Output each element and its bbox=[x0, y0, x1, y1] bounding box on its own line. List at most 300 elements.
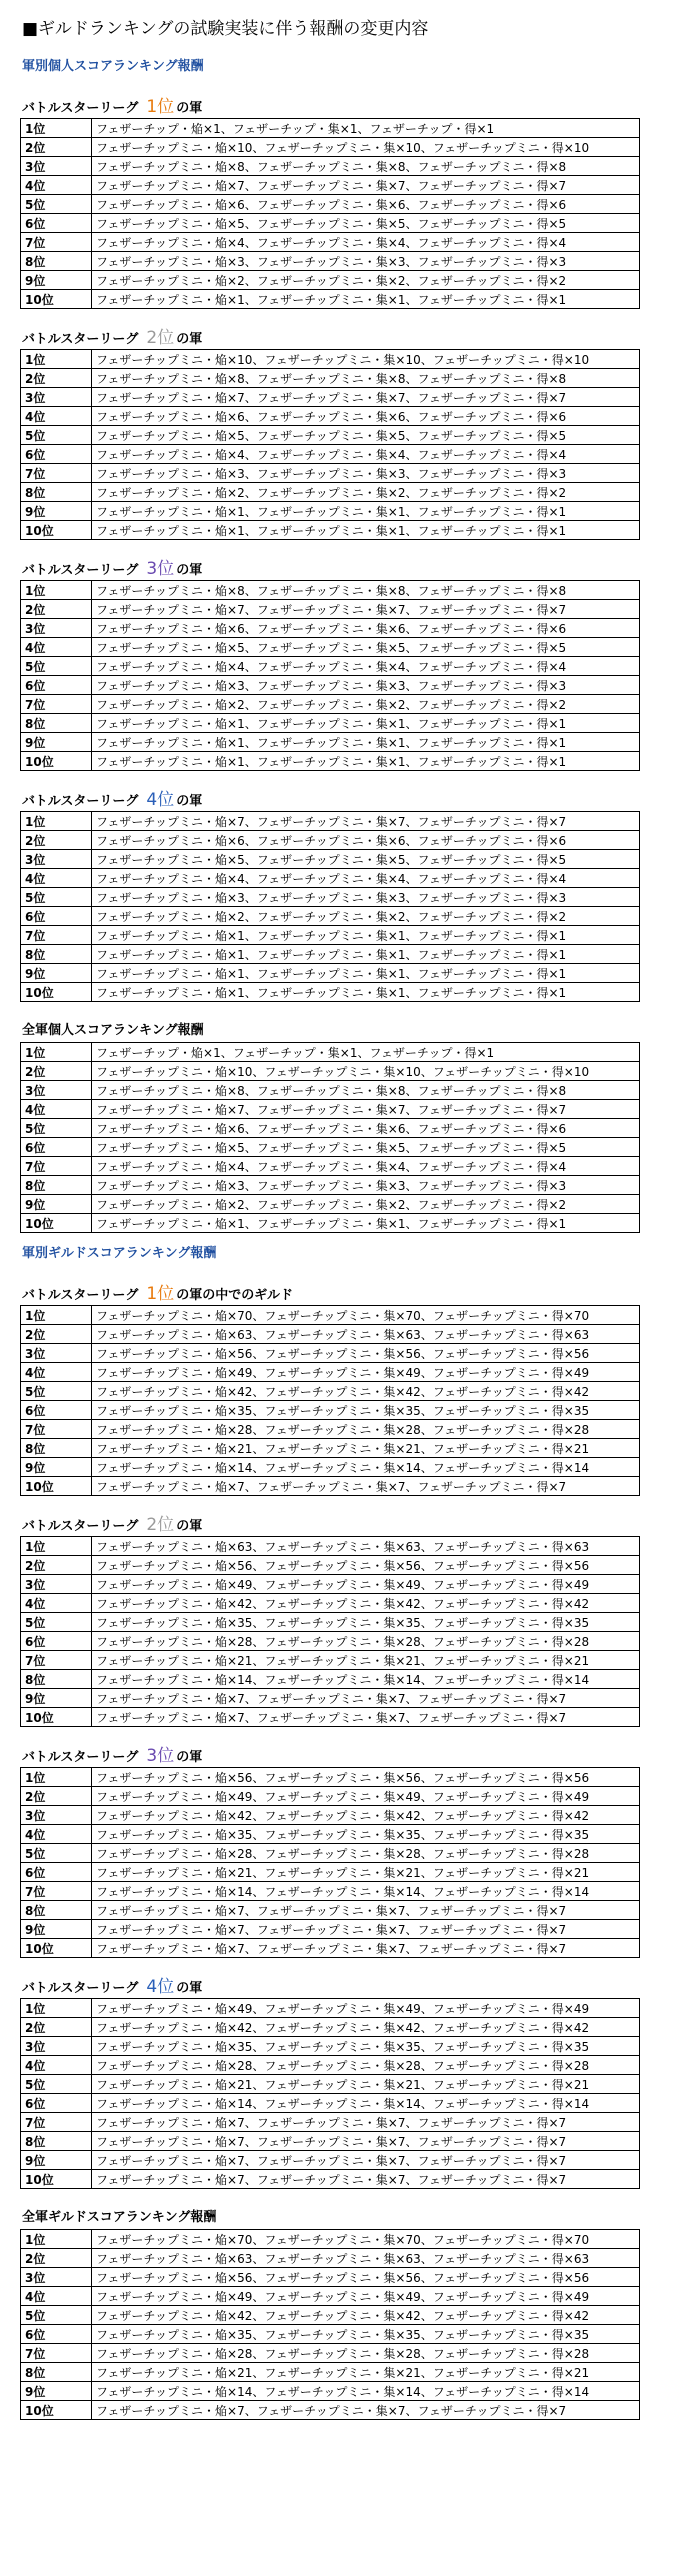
table-row bbox=[21, 1787, 640, 1806]
rank-position-cell: 3位 bbox=[21, 388, 92, 407]
rank-position-cell: 3位 bbox=[21, 2268, 92, 2287]
table-row bbox=[21, 1062, 640, 1081]
rank-position-cell: 10位 bbox=[21, 290, 92, 309]
rank-position-cell: 3位 bbox=[21, 850, 92, 869]
table-row bbox=[21, 1806, 640, 1825]
table-row bbox=[21, 1325, 640, 1344]
table-row bbox=[21, 1420, 640, 1439]
block-title-prefix: バトルスターリーグ bbox=[22, 1750, 139, 1765]
reward-table bbox=[20, 1998, 640, 2189]
block-title-rank: 3位 bbox=[146, 559, 175, 579]
table-row bbox=[21, 2325, 640, 2344]
ranking-block bbox=[0, 1283, 686, 1496]
reward-table bbox=[20, 1305, 640, 1496]
table-row bbox=[21, 1043, 640, 1062]
reward-cell: フェザーチップミニ・焔×1、フェザーチップミニ・集×1、フェザーチップミニ・得×1 bbox=[92, 983, 640, 1002]
table-row bbox=[21, 176, 640, 195]
rank-position-cell: 6位 bbox=[21, 1863, 92, 1882]
reward-cell: フェザーチップミニ・焔×7、フェザーチップミニ・集×7、フェザーチップミニ・得×7 bbox=[92, 1939, 640, 1958]
reward-cell: フェザーチップミニ・焔×7、フェザーチップミニ・集×7、フェザーチップミニ・得×7 bbox=[92, 600, 640, 619]
reward-cell: フェザーチップミニ・焔×2、フェザーチップミニ・集×2、フェザーチップミニ・得×2 bbox=[92, 1195, 640, 1214]
rank-position-cell: 6位 bbox=[21, 1401, 92, 1420]
table-row bbox=[21, 388, 640, 407]
rank-position-cell: 2位 bbox=[21, 600, 92, 619]
reward-cell: フェザーチップミニ・焔×10、フェザーチップミニ・集×10、フェザーチップミニ・得×10 bbox=[92, 350, 640, 369]
block-title-prefix: バトルスターリーグ bbox=[22, 1519, 139, 1534]
reward-cell: フェザーチップミニ・焔×3、フェザーチップミニ・集×3、フェザーチップミニ・得×3 bbox=[92, 464, 640, 483]
rank-position-cell: 2位 bbox=[21, 2018, 92, 2037]
reward-cell: フェザーチップミニ・焔×1、フェザーチップミニ・集×1、フェザーチップミニ・得×1 bbox=[92, 1214, 640, 1233]
table-row bbox=[21, 2094, 640, 2113]
reward-cell: フェザーチップミニ・焔×3、フェザーチップミニ・集×3、フェザーチップミニ・得×3 bbox=[92, 888, 640, 907]
reward-cell: フェザーチップミニ・焔×8、フェザーチップミニ・集×8、フェザーチップミニ・得×8 bbox=[92, 581, 640, 600]
table-row bbox=[21, 290, 640, 309]
block-title-rank: 3位 bbox=[146, 1746, 175, 1766]
reward-cell: フェザーチップミニ・焔×42、フェザーチップミニ・集×42、フェザーチップミニ・得×42 bbox=[92, 2306, 640, 2325]
reward-cell: フェザーチップミニ・焔×49、フェザーチップミニ・集×49、フェザーチップミニ・得×49 bbox=[92, 1575, 640, 1594]
block-title-prefix: バトルスターリーグ bbox=[22, 1981, 139, 1996]
reward-cell: フェザーチップミニ・焔×2、フェザーチップミニ・集×2、フェザーチップミニ・得×2 bbox=[92, 483, 640, 502]
rank-position-cell: 6位 bbox=[21, 676, 92, 695]
table-row bbox=[21, 426, 640, 445]
rank-position-cell: 1位 bbox=[21, 350, 92, 369]
rank-position-cell: 10位 bbox=[21, 2401, 92, 2420]
rank-position-cell: 6位 bbox=[21, 2325, 92, 2344]
table-row bbox=[21, 1651, 640, 1670]
rank-position-cell: 5位 bbox=[21, 1613, 92, 1632]
reward-cell: フェザーチップミニ・焔×49、フェザーチップミニ・集×49、フェザーチップミニ・得×49 bbox=[92, 2287, 640, 2306]
table-row bbox=[21, 1594, 640, 1613]
reward-cell: フェザーチップミニ・焔×49、フェザーチップミニ・集×49、フェザーチップミニ・得×49 bbox=[92, 1999, 640, 2018]
table-row bbox=[21, 1863, 640, 1882]
reward-cell: フェザーチップミニ・焔×4、フェザーチップミニ・集×4、フェザーチップミニ・得×4 bbox=[92, 233, 640, 252]
rank-position-cell: 5位 bbox=[21, 2075, 92, 2094]
reward-cell: フェザーチップミニ・焔×14、フェザーチップミニ・集×14、フェザーチップミニ・得×14 bbox=[92, 1882, 640, 1901]
reward-cell: フェザーチップミニ・焔×7、フェザーチップミニ・集×7、フェザーチップミニ・得×7 bbox=[92, 1100, 640, 1119]
rank-position-cell: 8位 bbox=[21, 1901, 92, 1920]
reward-cell: フェザーチップミニ・焔×56、フェザーチップミニ・集×56、フェザーチップミニ・得×56 bbox=[92, 1768, 640, 1787]
reward-cell: フェザーチップミニ・焔×10、フェザーチップミニ・集×10、フェザーチップミニ・得×10 bbox=[92, 1062, 640, 1081]
table-row bbox=[21, 1344, 640, 1363]
rank-position-cell: 2位 bbox=[21, 138, 92, 157]
table-row bbox=[21, 502, 640, 521]
reward-cell: フェザーチップミニ・焔×7、フェザーチップミニ・集×7、フェザーチップミニ・得×7 bbox=[92, 1901, 640, 1920]
block-title-rank: 1位 bbox=[146, 1284, 175, 1304]
reward-cell: フェザーチップミニ・焔×3、フェザーチップミニ・集×3、フェザーチップミニ・得×3 bbox=[92, 252, 640, 271]
reward-table bbox=[20, 1536, 640, 1727]
reward-cell: フェザーチップミニ・焔×1、フェザーチップミニ・集×1、フェザーチップミニ・得×1 bbox=[92, 521, 640, 540]
rank-position-cell: 9位 bbox=[21, 1458, 92, 1477]
table-row bbox=[21, 2306, 640, 2325]
table-row bbox=[21, 619, 640, 638]
table-row bbox=[21, 233, 640, 252]
reward-cell: フェザーチップミニ・焔×6、フェザーチップミニ・集×6、フェザーチップミニ・得×6 bbox=[92, 619, 640, 638]
table-row bbox=[21, 2037, 640, 2056]
reward-cell: フェザーチップミニ・焔×28、フェザーチップミニ・集×28、フェザーチップミニ・得×28 bbox=[92, 2056, 640, 2075]
reward-cell: フェザーチップミニ・焔×2、フェザーチップミニ・集×2、フェザーチップミニ・得×2 bbox=[92, 695, 640, 714]
rank-position-cell: 9位 bbox=[21, 1195, 92, 1214]
table-row bbox=[21, 1920, 640, 1939]
rank-position-cell: 7位 bbox=[21, 1420, 92, 1439]
rank-position-cell: 5位 bbox=[21, 888, 92, 907]
rank-position-cell: 3位 bbox=[21, 1344, 92, 1363]
reward-table bbox=[20, 2229, 640, 2420]
reward-cell: フェザーチップミニ・焔×42、フェザーチップミニ・集×42、フェザーチップミニ・得×42 bbox=[92, 1594, 640, 1613]
reward-cell: フェザーチップミニ・焔×4、フェザーチップミニ・集×4、フェザーチップミニ・得×4 bbox=[92, 1157, 640, 1176]
rank-position-cell: 1位 bbox=[21, 1768, 92, 1787]
rank-position-cell: 4位 bbox=[21, 2056, 92, 2075]
table-row bbox=[21, 1575, 640, 1594]
block-title-rank: 1位 bbox=[146, 97, 175, 117]
rank-position-cell: 3位 bbox=[21, 619, 92, 638]
table-row bbox=[21, 1768, 640, 1787]
table-row bbox=[21, 1214, 640, 1233]
reward-cell: フェザーチップミニ・焔×21、フェザーチップミニ・集×21、フェザーチップミニ・得×21 bbox=[92, 1439, 640, 1458]
table-row bbox=[21, 2382, 640, 2401]
reward-cell: フェザーチップミニ・焔×7、フェザーチップミニ・集×7、フェザーチップミニ・得×7 bbox=[92, 2151, 640, 2170]
block-title bbox=[22, 558, 686, 580]
table-row bbox=[21, 2113, 640, 2132]
reward-cell: フェザーチップミニ・焔×49、フェザーチップミニ・集×49、フェザーチップミニ・得×49 bbox=[92, 1363, 640, 1382]
table-row bbox=[21, 600, 640, 619]
reward-cell: フェザーチップミニ・焔×70、フェザーチップミニ・集×70、フェザーチップミニ・得×70 bbox=[92, 1306, 640, 1325]
block-title bbox=[22, 1976, 686, 1998]
rank-position-cell: 9位 bbox=[21, 733, 92, 752]
rank-position-cell: 8位 bbox=[21, 1439, 92, 1458]
rank-position-cell: 9位 bbox=[21, 1920, 92, 1939]
table-row bbox=[21, 1195, 640, 1214]
rank-position-cell: 10位 bbox=[21, 752, 92, 771]
reward-cell: フェザーチップミニ・焔×7、フェザーチップミニ・集×7、フェザーチップミニ・得×7 bbox=[92, 2401, 640, 2420]
reward-cell: フェザーチップミニ・焔×5、フェザーチップミニ・集×5、フェザーチップミニ・得×5 bbox=[92, 426, 640, 445]
reward-table bbox=[20, 1767, 640, 1958]
reward-cell: フェザーチップミニ・焔×6、フェザーチップミニ・集×6、フェザーチップミニ・得×6 bbox=[92, 407, 640, 426]
reward-cell: フェザーチップミニ・焔×63、フェザーチップミニ・集×63、フェザーチップミニ・得×63 bbox=[92, 2249, 640, 2268]
block-title bbox=[22, 2207, 686, 2229]
block-title-suffix: の軍 bbox=[176, 101, 203, 116]
reward-cell: フェザーチップミニ・焔×4、フェザーチップミニ・集×4、フェザーチップミニ・得×4 bbox=[92, 445, 640, 464]
reward-cell: フェザーチップミニ・焔×35、フェザーチップミニ・集×35、フェザーチップミニ・得×35 bbox=[92, 1825, 640, 1844]
table-row bbox=[21, 1537, 640, 1556]
table-row bbox=[21, 1100, 640, 1119]
ranking-block bbox=[0, 96, 686, 309]
table-row bbox=[21, 945, 640, 964]
table-row bbox=[21, 119, 640, 138]
block-title-rank: 2位 bbox=[146, 1515, 175, 1535]
reward-cell: フェザーチップミニ・焔×7、フェザーチップミニ・集×7、フェザーチップミニ・得×7 bbox=[92, 1477, 640, 1496]
rank-position-cell: 9位 bbox=[21, 2151, 92, 2170]
ranking-block bbox=[0, 789, 686, 1002]
block-title-rank: 4位 bbox=[146, 790, 175, 810]
reward-cell: フェザーチップミニ・焔×7、フェザーチップミニ・集×7、フェザーチップミニ・得×7 bbox=[92, 388, 640, 407]
table-row bbox=[21, 638, 640, 657]
block-title-suffix: の軍 bbox=[176, 794, 203, 809]
reward-cell: フェザーチップミニ・焔×7、フェザーチップミニ・集×7、フェザーチップミニ・得×7 bbox=[92, 812, 640, 831]
block-title bbox=[22, 1283, 686, 1305]
table-row bbox=[21, 676, 640, 695]
table-row bbox=[21, 831, 640, 850]
reward-cell: フェザーチップミニ・焔×4、フェザーチップミニ・集×4、フェザーチップミニ・得×4 bbox=[92, 657, 640, 676]
table-row bbox=[21, 2363, 640, 2382]
reward-cell: フェザーチップミニ・焔×4、フェザーチップミニ・集×4、フェザーチップミニ・得×4 bbox=[92, 869, 640, 888]
table-row bbox=[21, 1176, 640, 1195]
table-row bbox=[21, 1882, 640, 1901]
block-title-suffix: の軍 bbox=[176, 1981, 203, 1996]
table-row bbox=[21, 2268, 640, 2287]
block-title-suffix: の軍の中でのギルド bbox=[176, 1288, 294, 1303]
block-title-rank: 4位 bbox=[146, 1977, 175, 1997]
block-title-suffix: の軍 bbox=[176, 332, 203, 347]
reward-cell: フェザーチップミニ・焔×49、フェザーチップミニ・集×49、フェザーチップミニ・得×49 bbox=[92, 1787, 640, 1806]
table-row bbox=[21, 2287, 640, 2306]
reward-cell: フェザーチップミニ・焔×1、フェザーチップミニ・集×1、フェザーチップミニ・得×1 bbox=[92, 290, 640, 309]
rank-position-cell: 1位 bbox=[21, 1537, 92, 1556]
rank-position-cell: 7位 bbox=[21, 233, 92, 252]
reward-cell: フェザーチップミニ・焔×2、フェザーチップミニ・集×2、フェザーチップミニ・得×2 bbox=[92, 271, 640, 290]
rank-position-cell: 9位 bbox=[21, 1689, 92, 1708]
reward-cell: フェザーチップミニ・焔×63、フェザーチップミニ・集×63、フェザーチップミニ・得×63 bbox=[92, 1537, 640, 1556]
rank-position-cell: 1位 bbox=[21, 1306, 92, 1325]
rank-position-cell: 6位 bbox=[21, 1138, 92, 1157]
reward-table bbox=[20, 811, 640, 1002]
rank-position-cell: 7位 bbox=[21, 1651, 92, 1670]
rank-position-cell: 10位 bbox=[21, 521, 92, 540]
table-row bbox=[21, 850, 640, 869]
rank-position-cell: 6位 bbox=[21, 1632, 92, 1651]
rank-position-cell: 10位 bbox=[21, 1214, 92, 1233]
table-row bbox=[21, 1613, 640, 1632]
table-row bbox=[21, 1138, 640, 1157]
reward-cell: フェザーチップミニ・焔×14、フェザーチップミニ・集×14、フェザーチップミニ・得×14 bbox=[92, 1458, 640, 1477]
block-title bbox=[22, 1514, 686, 1536]
rank-position-cell: 4位 bbox=[21, 176, 92, 195]
reward-cell: フェザーチップミニ・焔×1、フェザーチップミニ・集×1、フェザーチップミニ・得×1 bbox=[92, 964, 640, 983]
reward-cell: フェザーチップミニ・焔×8、フェザーチップミニ・集×8、フェザーチップミニ・得×8 bbox=[92, 157, 640, 176]
rank-position-cell: 2位 bbox=[21, 369, 92, 388]
reward-cell: フェザーチップミニ・焔×6、フェザーチップミニ・集×6、フェザーチップミニ・得×6 bbox=[92, 831, 640, 850]
rank-position-cell: 6位 bbox=[21, 214, 92, 233]
rank-position-cell: 8位 bbox=[21, 2363, 92, 2382]
table-row bbox=[21, 983, 640, 1002]
table-row bbox=[21, 195, 640, 214]
rank-position-cell: 8位 bbox=[21, 714, 92, 733]
rank-position-cell: 5位 bbox=[21, 195, 92, 214]
rank-position-cell: 7位 bbox=[21, 1882, 92, 1901]
table-row bbox=[21, 1632, 640, 1651]
block-title bbox=[22, 789, 686, 811]
rank-position-cell: 5位 bbox=[21, 1119, 92, 1138]
reward-cell: フェザーチップミニ・焔×7、フェザーチップミニ・集×7、フェザーチップミニ・得×7 bbox=[92, 2132, 640, 2151]
rank-position-cell: 10位 bbox=[21, 1708, 92, 1727]
table-row bbox=[21, 1306, 640, 1325]
rank-position-cell: 7位 bbox=[21, 464, 92, 483]
table-row bbox=[21, 1458, 640, 1477]
rank-position-cell: 10位 bbox=[21, 1477, 92, 1496]
reward-cell: フェザーチップミニ・焔×14、フェザーチップミニ・集×14、フェザーチップミニ・得×14 bbox=[92, 2382, 640, 2401]
ranking-block bbox=[0, 1745, 686, 1958]
table-row bbox=[21, 1901, 640, 1920]
rank-position-cell: 4位 bbox=[21, 638, 92, 657]
reward-cell: フェザーチップミニ・焔×5、フェザーチップミニ・集×5、フェザーチップミニ・得×5 bbox=[92, 638, 640, 657]
reward-table bbox=[20, 580, 640, 771]
reward-cell: フェザーチップミニ・焔×8、フェザーチップミニ・集×8、フェザーチップミニ・得×8 bbox=[92, 369, 640, 388]
reward-cell: フェザーチップミニ・焔×28、フェザーチップミニ・集×28、フェザーチップミニ・得×28 bbox=[92, 2344, 640, 2363]
rank-position-cell: 4位 bbox=[21, 869, 92, 888]
rank-position-cell: 9位 bbox=[21, 271, 92, 290]
rank-position-cell: 7位 bbox=[21, 926, 92, 945]
table-row bbox=[21, 445, 640, 464]
rank-position-cell: 4位 bbox=[21, 407, 92, 426]
reward-cell: フェザーチップミニ・焔×5、フェザーチップミニ・集×5、フェザーチップミニ・得×5 bbox=[92, 850, 640, 869]
table-row bbox=[21, 1382, 640, 1401]
rank-position-cell: 4位 bbox=[21, 1363, 92, 1382]
table-row bbox=[21, 1708, 640, 1727]
rank-position-cell: 2位 bbox=[21, 1556, 92, 1575]
reward-cell: フェザーチップミニ・焔×7、フェザーチップミニ・集×7、フェザーチップミニ・得×7 bbox=[92, 1708, 640, 1727]
table-row bbox=[21, 888, 640, 907]
reward-cell: フェザーチップミニ・焔×7、フェザーチップミニ・集×7、フェザーチップミニ・得×7 bbox=[92, 1689, 640, 1708]
reward-cell: フェザーチップ・焔×1、フェザーチップ・集×1、フェザーチップ・得×1 bbox=[92, 119, 640, 138]
ranking-block bbox=[0, 558, 686, 771]
rank-position-cell: 6位 bbox=[21, 445, 92, 464]
reward-cell: フェザーチップミニ・焔×21、フェザーチップミニ・集×21、フェザーチップミニ・得×21 bbox=[92, 2075, 640, 2094]
rank-position-cell: 5位 bbox=[21, 1844, 92, 1863]
reward-cell: フェザーチップミニ・焔×5、フェザーチップミニ・集×5、フェザーチップミニ・得×5 bbox=[92, 214, 640, 233]
reward-cell: フェザーチップミニ・焔×42、フェザーチップミニ・集×42、フェザーチップミニ・得×42 bbox=[92, 1382, 640, 1401]
table-row bbox=[21, 1157, 640, 1176]
rank-position-cell: 7位 bbox=[21, 695, 92, 714]
reward-cell: フェザーチップミニ・焔×3、フェザーチップミニ・集×3、フェザーチップミニ・得×3 bbox=[92, 676, 640, 695]
reward-cell: フェザーチップミニ・焔×56、フェザーチップミニ・集×56、フェザーチップミニ・得×56 bbox=[92, 2268, 640, 2287]
ranking-block bbox=[0, 1514, 686, 1727]
table-row bbox=[21, 2018, 640, 2037]
table-row bbox=[21, 1939, 640, 1958]
reward-cell: フェザーチップミニ・焔×7、フェザーチップミニ・集×7、フェザーチップミニ・得×7 bbox=[92, 2170, 640, 2189]
reward-cell: フェザーチップミニ・焔×21、フェザーチップミニ・集×21、フェザーチップミニ・得×21 bbox=[92, 1651, 640, 1670]
rank-position-cell: 9位 bbox=[21, 964, 92, 983]
reward-cell: フェザーチップミニ・焔×14、フェザーチップミニ・集×14、フェザーチップミニ・得×14 bbox=[92, 1670, 640, 1689]
table-row bbox=[21, 1825, 640, 1844]
reward-cell: フェザーチップミニ・焔×28、フェザーチップミニ・集×28、フェザーチップミニ・得×28 bbox=[92, 1420, 640, 1439]
rank-position-cell: 1位 bbox=[21, 119, 92, 138]
sections-container bbox=[0, 56, 686, 2420]
table-row bbox=[21, 2170, 640, 2189]
table-row bbox=[21, 407, 640, 426]
reward-table bbox=[20, 118, 640, 309]
table-row bbox=[21, 1689, 640, 1708]
rank-position-cell: 7位 bbox=[21, 2113, 92, 2132]
table-row bbox=[21, 1999, 640, 2018]
rank-position-cell: 8位 bbox=[21, 1176, 92, 1195]
section-title: 軍別個人スコアランキング報酬 bbox=[22, 59, 204, 74]
reward-table bbox=[20, 349, 640, 540]
reward-cell: フェザーチップミニ・焔×28、フェザーチップミニ・集×28、フェザーチップミニ・得×28 bbox=[92, 1844, 640, 1863]
reward-cell: フェザーチップミニ・焔×35、フェザーチップミニ・集×35、フェザーチップミニ・得×35 bbox=[92, 2037, 640, 2056]
table-row bbox=[21, 2075, 640, 2094]
reward-cell: フェザーチップミニ・焔×1、フェザーチップミニ・集×1、フェザーチップミニ・得×1 bbox=[92, 752, 640, 771]
block-title-prefix: バトルスターリーグ bbox=[22, 101, 139, 116]
rank-position-cell: 8位 bbox=[21, 2132, 92, 2151]
reward-cell: フェザーチップミニ・焔×7、フェザーチップミニ・集×7、フェザーチップミニ・得×7 bbox=[92, 176, 640, 195]
reward-cell: フェザーチップミニ・焔×14、フェザーチップミニ・集×14、フェザーチップミニ・得×14 bbox=[92, 2094, 640, 2113]
rank-position-cell: 8位 bbox=[21, 252, 92, 271]
rank-position-cell: 3位 bbox=[21, 157, 92, 176]
rank-position-cell: 9位 bbox=[21, 2382, 92, 2401]
table-row bbox=[21, 2056, 640, 2075]
table-row bbox=[21, 2344, 640, 2363]
table-row bbox=[21, 964, 640, 983]
table-row bbox=[21, 1081, 640, 1100]
reward-cell: フェザーチップミニ・焔×21、フェザーチップミニ・集×21、フェザーチップミニ・得×21 bbox=[92, 1863, 640, 1882]
rank-position-cell: 2位 bbox=[21, 1062, 92, 1081]
rank-position-cell: 1位 bbox=[21, 812, 92, 831]
table-row bbox=[21, 464, 640, 483]
ranking-block bbox=[0, 2207, 686, 2420]
reward-cell: フェザーチップミニ・焔×70、フェザーチップミニ・集×70、フェザーチップミニ・得×70 bbox=[92, 2230, 640, 2249]
table-row bbox=[21, 521, 640, 540]
table-row bbox=[21, 1119, 640, 1138]
block-title-prefix: バトルスターリーグ bbox=[22, 563, 139, 578]
rank-position-cell: 1位 bbox=[21, 581, 92, 600]
reward-cell: フェザーチップミニ・焔×1、フェザーチップミニ・集×1、フェザーチップミニ・得×1 bbox=[92, 945, 640, 964]
block-title-suffix: の軍 bbox=[176, 1519, 203, 1534]
reward-cell: フェザーチップミニ・焔×8、フェザーチップミニ・集×8、フェザーチップミニ・得×8 bbox=[92, 1081, 640, 1100]
reward-cell: フェザーチップミニ・焔×35、フェザーチップミニ・集×35、フェザーチップミニ・得×35 bbox=[92, 1613, 640, 1632]
table-row bbox=[21, 138, 640, 157]
rank-position-cell: 8位 bbox=[21, 483, 92, 502]
table-row bbox=[21, 581, 640, 600]
rank-position-cell: 7位 bbox=[21, 1157, 92, 1176]
rank-position-cell: 3位 bbox=[21, 2037, 92, 2056]
rank-position-cell: 1位 bbox=[21, 2230, 92, 2249]
rank-position-cell: 4位 bbox=[21, 1100, 92, 1119]
block-title bbox=[22, 1020, 686, 1042]
reward-cell: フェザーチップミニ・焔×6、フェザーチップミニ・集×6、フェザーチップミニ・得×6 bbox=[92, 195, 640, 214]
ranking-block bbox=[0, 1976, 686, 2189]
table-row bbox=[21, 350, 640, 369]
rank-position-cell: 2位 bbox=[21, 831, 92, 850]
rank-position-cell: 6位 bbox=[21, 907, 92, 926]
table-row bbox=[21, 752, 640, 771]
reward-cell: フェザーチップミニ・焔×63、フェザーチップミニ・集×63、フェザーチップミニ・得×63 bbox=[92, 1325, 640, 1344]
rank-position-cell: 2位 bbox=[21, 2249, 92, 2268]
reward-cell: フェザーチップミニ・焔×10、フェザーチップミニ・集×10、フェザーチップミニ・得×10 bbox=[92, 138, 640, 157]
rank-position-cell: 10位 bbox=[21, 2170, 92, 2189]
rank-position-cell: 3位 bbox=[21, 1806, 92, 1825]
rank-position-cell: 1位 bbox=[21, 1043, 92, 1062]
table-row bbox=[21, 695, 640, 714]
rank-position-cell: 4位 bbox=[21, 2287, 92, 2306]
block-title bbox=[22, 96, 686, 118]
table-row bbox=[21, 733, 640, 752]
table-row bbox=[21, 926, 640, 945]
reward-cell: フェザーチップミニ・焔×21、フェザーチップミニ・集×21、フェザーチップミニ・得×21 bbox=[92, 2363, 640, 2382]
table-row bbox=[21, 1844, 640, 1863]
rank-position-cell: 10位 bbox=[21, 1939, 92, 1958]
block-title-rank: 2位 bbox=[146, 328, 175, 348]
table-row bbox=[21, 252, 640, 271]
reward-cell: フェザーチップミニ・焔×28、フェザーチップミニ・集×28、フェザーチップミニ・得×28 bbox=[92, 1632, 640, 1651]
section-title: 軍別ギルドスコアランキング報酬 bbox=[22, 1246, 217, 1261]
rank-position-cell: 3位 bbox=[21, 1575, 92, 1594]
rank-position-cell: 6位 bbox=[21, 2094, 92, 2113]
table-row bbox=[21, 214, 640, 233]
rank-position-cell: 2位 bbox=[21, 1787, 92, 1806]
table-row bbox=[21, 1439, 640, 1458]
table-row bbox=[21, 1477, 640, 1496]
block-title-prefix: バトルスターリーグ bbox=[22, 794, 139, 809]
block-title bbox=[22, 327, 686, 349]
